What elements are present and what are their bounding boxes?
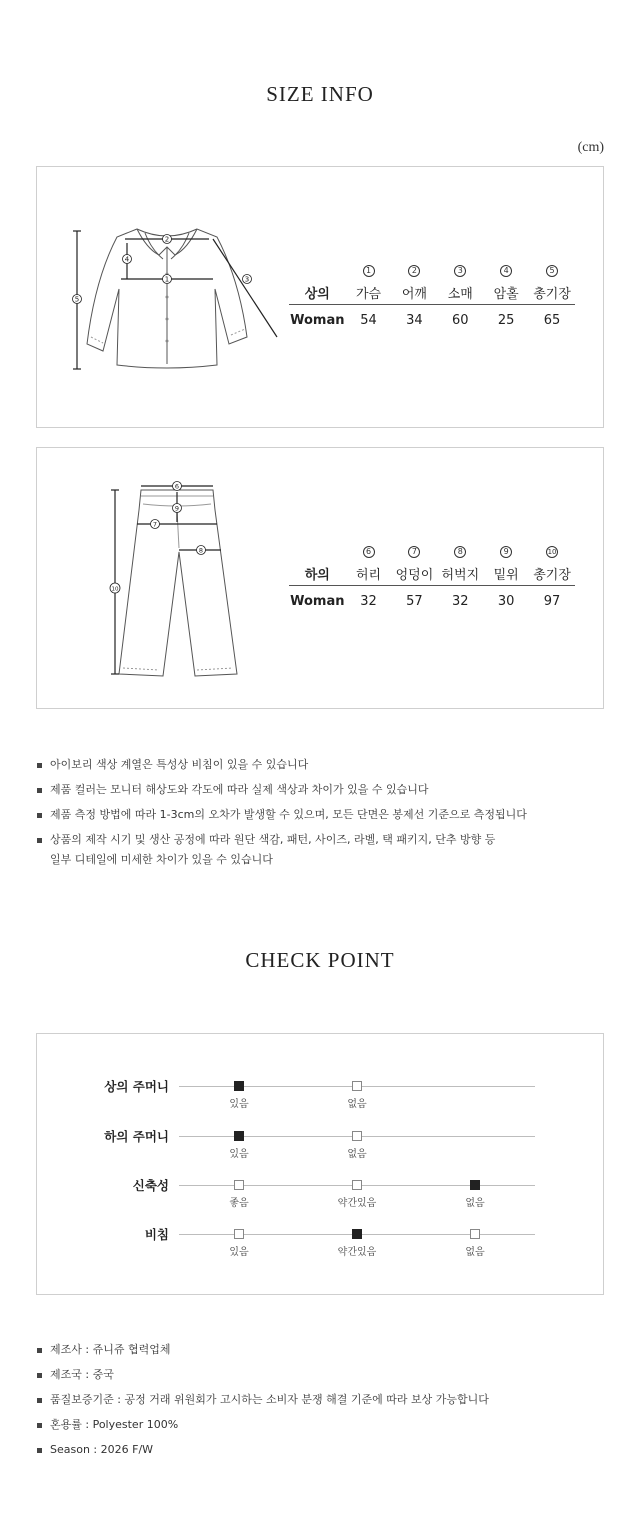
col-thigh: 허벅지 <box>441 568 480 583</box>
value-hip: 57 <box>406 593 423 609</box>
col-length: 총기장 <box>533 568 571 583</box>
top-size-table <box>289 263 575 335</box>
num-1: 1 <box>363 265 375 277</box>
check-row-stretch <box>37 1176 605 1216</box>
num-5: 5 <box>546 265 558 277</box>
col-length: 총기장 <box>533 287 571 302</box>
shirt-diagram <box>67 219 287 379</box>
notes-list <box>37 755 617 875</box>
option-none[interactable]: 없음 <box>435 1229 515 1258</box>
option-yes[interactable]: 있음 <box>199 1081 279 1110</box>
note-item: 상품의 제작 시기 및 생산 공정에 따라 원단 색감, 패턴, 사이즈, 라벨, 택 패키지, 단추 방향 등 <box>37 830 617 850</box>
checkbox-unchecked[interactable] <box>352 1081 362 1091</box>
checkbox-unchecked[interactable] <box>352 1180 362 1190</box>
value-length: 97 <box>543 593 561 609</box>
num-10: 10 <box>547 548 557 556</box>
num-6: 6 <box>363 546 375 558</box>
marker-7: 7 <box>152 520 158 529</box>
info-manufacturer: 제조사 : 쥬니쥬 협력업체 <box>37 1340 489 1360</box>
check-row-bottom-pocket <box>37 1127 605 1167</box>
info-country: 제조국 : 중국 <box>37 1365 489 1385</box>
bottom-label: 하의 <box>304 568 330 583</box>
marker-8: 8 <box>198 546 204 555</box>
value-waist: 32 <box>360 593 377 609</box>
table-header <box>289 281 575 305</box>
marker-3: 3 <box>244 275 250 284</box>
option-yes[interactable]: 있음 <box>199 1229 279 1258</box>
checkbox-unchecked[interactable] <box>234 1229 244 1239</box>
info-season: Season : 2026 F/W <box>37 1440 489 1460</box>
marker-9: 9 <box>174 504 180 513</box>
marker-4: 4 <box>124 255 130 264</box>
num-2: 2 <box>408 265 420 277</box>
option-some[interactable]: 약간있음 <box>317 1180 397 1209</box>
pants-diagram <box>97 478 267 683</box>
checkbox-checked[interactable] <box>352 1229 362 1239</box>
num-7: 7 <box>408 546 420 558</box>
unit-label: (cm) <box>577 140 604 155</box>
col-shoulder: 어깨 <box>401 287 427 302</box>
row-label: Woman <box>290 312 345 328</box>
option-no[interactable]: 없음 <box>317 1081 397 1110</box>
check-label: 비침 <box>144 1227 169 1242</box>
checkbox-checked[interactable] <box>234 1131 244 1141</box>
table-header <box>289 562 575 586</box>
note-item: 제품 측정 방법에 따라 1-3cm의 오차가 발생할 수 있으며, 모든 단면은 봉제선 기준으로 측정됩니다 <box>37 805 617 825</box>
product-info-list <box>37 1340 489 1465</box>
marker-2: 2 <box>164 235 170 244</box>
table-row <box>289 305 575 335</box>
value-shoulder: 34 <box>406 312 423 328</box>
marker-10: 10 <box>111 586 119 593</box>
option-none[interactable]: 없음 <box>435 1180 515 1209</box>
value-rise: 30 <box>497 593 515 609</box>
num-4: 4 <box>500 265 512 277</box>
note-item-continued: 일부 디테일에 미세한 차이가 있을 수 있습니다 <box>50 853 273 866</box>
table-row <box>289 586 575 616</box>
col-armhole: 암홀 <box>493 287 519 302</box>
marker-5: 5 <box>74 295 80 304</box>
check-row-top-pocket <box>37 1077 605 1117</box>
info-material: 혼용률 : Polyester 100% <box>37 1415 489 1435</box>
option-some[interactable]: 약간있음 <box>317 1229 397 1258</box>
check-point-box <box>36 1033 604 1295</box>
col-waist: 허리 <box>355 568 382 583</box>
info-warranty: 품질보증기준 : 공정 거래 위원회가 고시하는 소비자 분쟁 해결 기준에 따라 보상 가능합니다 <box>37 1390 489 1410</box>
top-size-box <box>36 166 604 428</box>
col-chest: 가슴 <box>355 287 382 302</box>
option-no[interactable]: 없음 <box>317 1131 397 1160</box>
col-hip: 엉덩이 <box>395 568 434 583</box>
value-sleeve: 60 <box>452 312 469 328</box>
note-item: 제품 컬러는 모니터 해상도와 각도에 따라 실제 색상과 차이가 있을 수 있습니다 <box>37 780 617 800</box>
checkbox-unchecked[interactable] <box>470 1229 480 1239</box>
option-yes[interactable]: 있음 <box>199 1131 279 1160</box>
top-label: 상의 <box>304 287 330 302</box>
marker-1: 1 <box>164 275 170 284</box>
checkbox-unchecked[interactable] <box>352 1131 362 1141</box>
value-thigh: 32 <box>452 593 469 609</box>
checkbox-unchecked[interactable] <box>234 1180 244 1190</box>
num-9: 9 <box>500 546 512 558</box>
num-8: 8 <box>454 546 466 558</box>
check-label: 상의 주머니 <box>104 1079 169 1094</box>
row-label: Woman <box>290 593 345 609</box>
num-3: 3 <box>454 265 466 277</box>
option-good[interactable]: 좋음 <box>199 1180 279 1209</box>
bottom-size-box <box>36 447 604 709</box>
col-rise: 밑위 <box>493 568 519 583</box>
check-label: 신축성 <box>132 1178 169 1193</box>
bottom-size-table <box>289 544 575 616</box>
check-point-title: CHECK POINT <box>245 948 395 972</box>
check-label: 하의 주머니 <box>104 1129 169 1144</box>
size-info-title: SIZE INFO <box>266 82 374 106</box>
value-armhole: 25 <box>497 312 515 328</box>
checkbox-checked[interactable] <box>470 1180 480 1190</box>
col-sleeve: 소매 <box>447 287 473 302</box>
note-item: 아이보리 색상 계열은 특성상 비침이 있을 수 있습니다 <box>37 755 617 775</box>
value-chest: 54 <box>360 312 377 328</box>
check-row-sheer <box>37 1225 605 1265</box>
marker-6: 6 <box>174 482 180 491</box>
value-length: 65 <box>543 312 561 328</box>
checkbox-checked[interactable] <box>234 1081 244 1091</box>
